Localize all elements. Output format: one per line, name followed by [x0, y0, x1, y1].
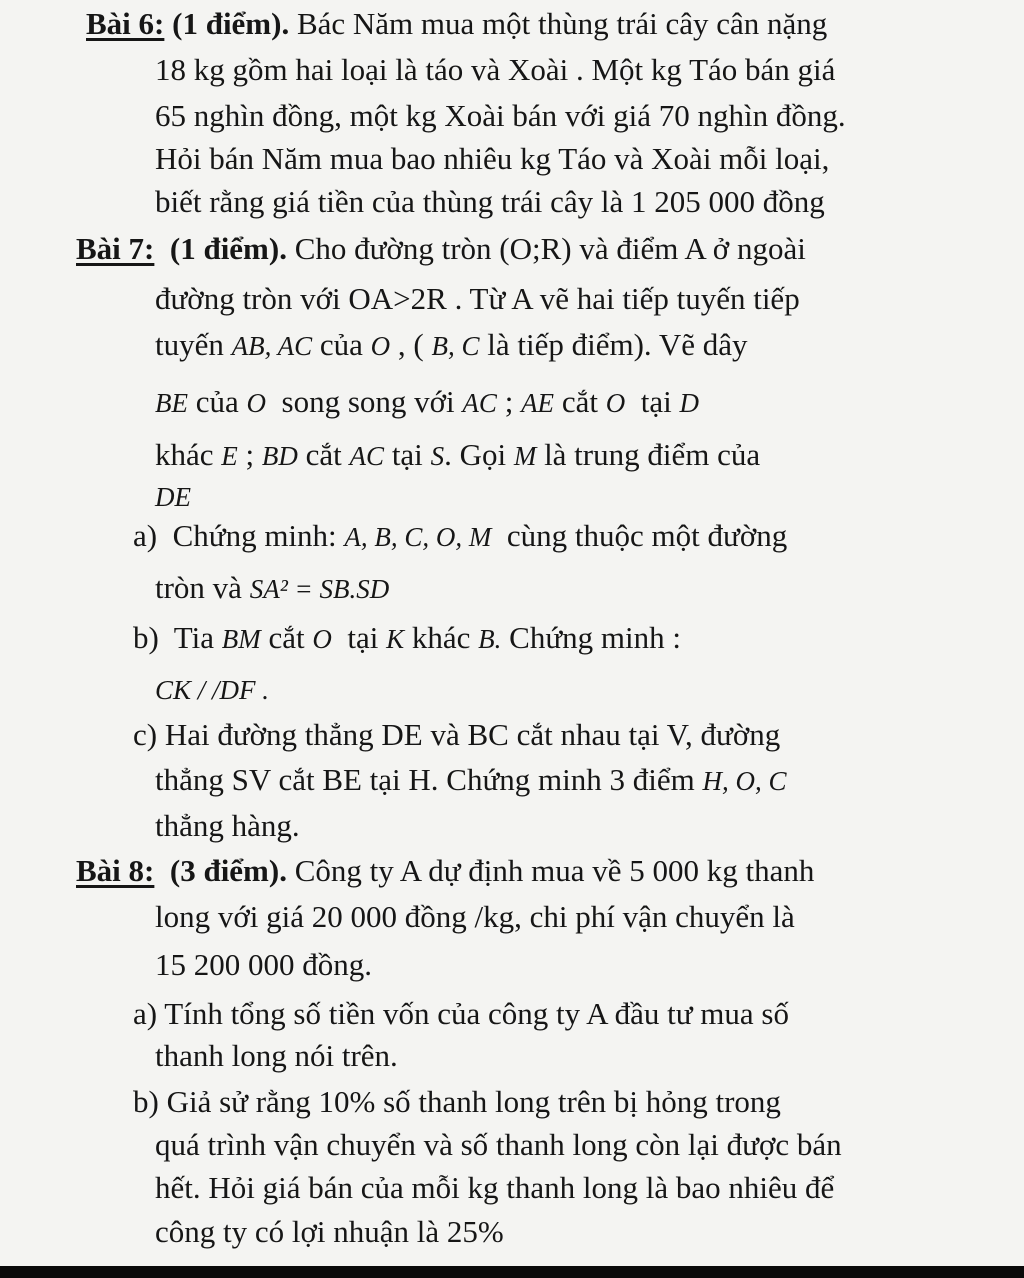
problem-7-part-b-line-2: CK / /DF . — [155, 675, 270, 705]
problem-7-part-b-line-1: b) Tia BM cắt O tại K khác B. Chứng minh : — [133, 620, 681, 655]
problem-7-line-5: khác E ; BD cắt AC tại S. Gọi M là trung điểm của — [155, 437, 761, 472]
problem-7-label: Bài 7: — [76, 231, 155, 266]
problem-8-line-7: quá trình vận chuyển và số thanh long còn lại được bán — [155, 1127, 842, 1162]
problem-6-text: Bác Năm mua một thùng trái cây cân nặng — [296, 6, 828, 41]
problem-6-points: (1 điểm). — [172, 6, 290, 41]
problem-6-line-5: biết rằng giá tiền của thùng trái cây là 1 205 000 đồng — [155, 184, 825, 219]
problem-8-line-3: 15 200 000 đồng. — [155, 947, 372, 982]
problem-6-label: Bài 6: — [86, 6, 165, 41]
problem-8-label: Bài 8: — [76, 853, 155, 888]
problem-6-line-3: 65 nghìn đồng, một kg Xoài bán với giá 70 nghìn đồng. — [155, 98, 846, 133]
problem-8-line-2: long với giá 20 000 đồng /kg, chi phí vận chuyển là — [155, 899, 795, 934]
problem-6-line-1 — [86, 4, 827, 44]
problem-7-line-4: BE của O song song với AC ; AE cắt O tại D — [155, 384, 699, 419]
problem-8-line-5: thanh long nói trên. — [155, 1038, 398, 1073]
problem-8-line-8: hết. Hỏi giá bán của mỗi kg thanh long là bao nhiêu để — [155, 1170, 835, 1205]
problem-8-line-9: công ty có lợi nhuận là 25% — [155, 1214, 504, 1249]
problem-8-line-4: a) Tính tổng số tiền vốn của công ty A đầu tư mua số — [133, 996, 789, 1031]
problem-7-line-2: đường tròn với OA>2R . Từ A vẽ hai tiếp tuyến tiếp — [155, 281, 800, 316]
problem-7-part-a-line-1: a) Chứng minh: A, B, C, O, M cùng thuộc một đường — [133, 518, 788, 553]
problem-7-line-6: DE — [155, 482, 191, 512]
problem-7-line-1 — [76, 229, 806, 269]
problem-7-line-3: tuyến AB, AC của O , ( B, C là tiếp điểm). Vẽ dây — [155, 327, 748, 362]
problem-7-part-c-line-1: c) Hai đường thẳng DE và BC cắt nhau tại V, đường — [133, 717, 781, 752]
problem-7-part-c-line-3: thẳng hàng. — [155, 808, 300, 843]
problem-8-line-6: b) Giả sử rằng 10% số thanh long trên bị hỏng trong — [133, 1084, 781, 1119]
problem-7-part-a-line-2: tròn và SA² = SB.SD — [155, 570, 390, 605]
problem-7-part-c-line-2: thẳng SV cắt BE tại H. Chứng minh 3 điểm H, O, C — [155, 762, 787, 797]
problem-6-line-4: Hỏi bán Năm mua bao nhiêu kg Táo và Xoài mỗi loại, — [155, 141, 830, 176]
problem-6-line-2: 18 kg gồm hai loại là táo và Xoài . Một kg Táo bán giá — [155, 52, 836, 87]
problem-8-points: (3 điểm). — [169, 853, 287, 888]
problem-7-text: Cho đường tròn (O;R) và điểm A ở ngoài — [294, 231, 806, 266]
problem-8-text: Công ty A dự định mua về 5 000 kg thanh — [294, 853, 815, 888]
bottom-edge-bar — [0, 1266, 1024, 1278]
problem-7-points: (1 điểm). — [169, 231, 287, 266]
problem-8-line-1 — [76, 851, 814, 891]
